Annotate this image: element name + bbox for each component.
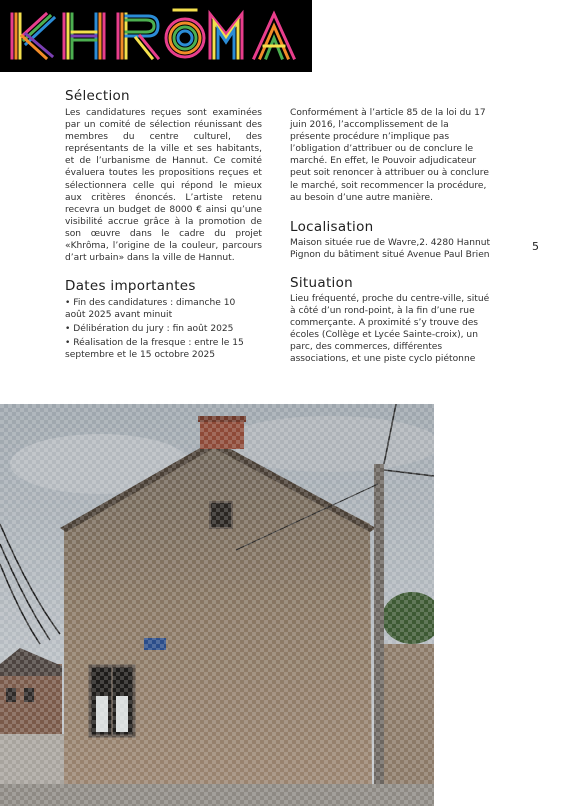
- logo-letter-m: [210, 14, 242, 58]
- legal-body: Conformément à l’article 85 de la loi du 17 juin 2016, l’accomplissement de la présente procédure n’implique pas l’obligation d’attribuer ou de conclure le marché. En effet, le Pouvoir adjudicateur peut soit renoncer à attribuer ou à conclure le marché, soit recommencer la procédure, au besoin d’une autre manière.: [290, 108, 489, 203]
- date-item-candidatures: • Fin des candidatures : dimanche 10 août 2025 avant minuit: [65, 298, 236, 321]
- dates-list: [65, 297, 255, 363]
- dates-heading: Dates importantes: [65, 278, 196, 294]
- selection-heading: Sélection: [65, 88, 130, 104]
- building-photo: [0, 404, 434, 806]
- localisation-heading: Localisation: [290, 219, 374, 235]
- localisation-line-1: Maison située rue de Wavre,2. 4280 Hannut: [290, 238, 491, 248]
- date-item-realisation: • Réalisation de la fresque : entre le 15 septembre et le 15 octobre 2025: [65, 338, 244, 361]
- date-item-deliberation: • Délibération du jury : fin août 2025: [65, 324, 234, 335]
- page-number: 5: [532, 240, 539, 253]
- logo-letter-o: [166, 10, 204, 57]
- logo-letter-a: [254, 14, 294, 58]
- selection-body: Les candidatures reçues sont examinées par un comité de sélection réunissant des membres du centre culturel, des représentants de la ville et ses habitants, et de l’urbanisme de Hannut. Ce comité évaluera toutes les propositions reçues et sélectionnera celle qui répond le mieux aux critères énoncés. L’artiste retenu recevra un budget de 8000 € ainsi qu’une visibilité accrue grâce à la promotion de son œuvre dans le cadre du projet «Khrôma, l’origine de la couleur, parcours d’art urbain» dans la ville de Hannut.: [65, 108, 262, 264]
- khroma-logo: [8, 8, 298, 64]
- situation-body: Lieu fréquenté, proche du centre-ville, situé à côté d’un rond-point, à la fin d’une rue commerçante. A proximité s’y trouve des écoles (Collège et Lycée Sainte-croix), un parc, des commerces, différentes associations, et une piste cyclo piétonne: [290, 294, 490, 365]
- situation-heading: Situation: [290, 275, 354, 291]
- localisation-line-2: Pignon du bâtiment situé Avenue Paul Brien: [290, 250, 490, 260]
- logo-banner: [0, 0, 312, 72]
- logo-letter-r: [118, 14, 158, 58]
- logo-letter-k: [12, 14, 54, 58]
- logo-letter-h: [64, 14, 104, 58]
